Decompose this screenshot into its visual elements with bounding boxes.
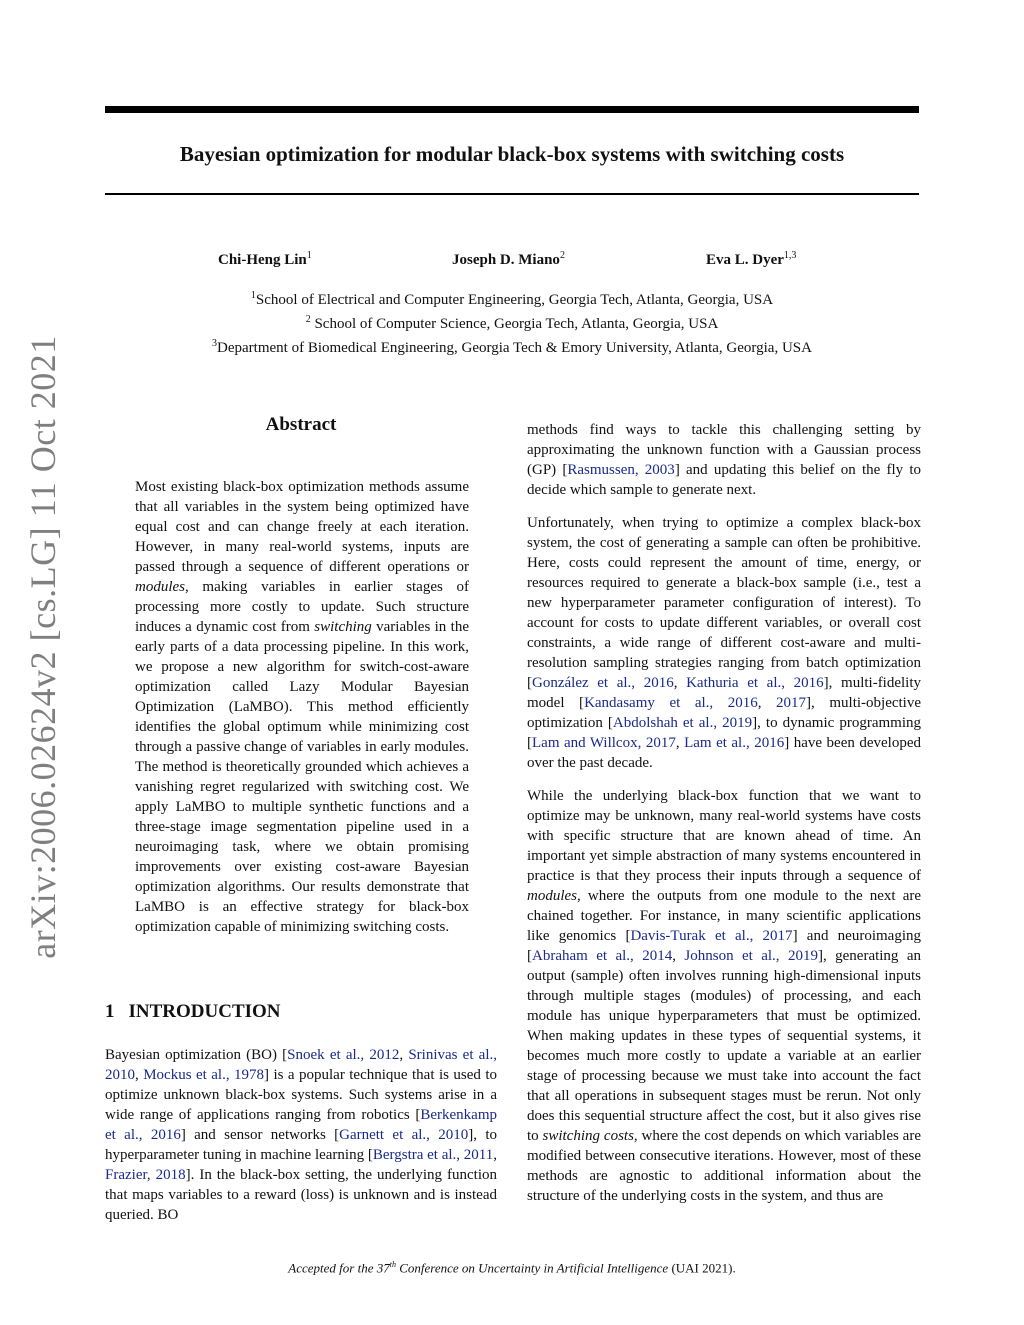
citation-link[interactable]: González et al., 2016 [532, 675, 674, 691]
text-run: ] and sensor networks [ [180, 1127, 340, 1143]
text-run: , [673, 675, 687, 691]
title-underline-rule [105, 193, 919, 195]
affiliation-3 [105, 334, 919, 358]
emphasis: modules [135, 579, 185, 595]
citation-link[interactable]: Snoek et al., 2012 [287, 1047, 400, 1063]
citation-link[interactable]: Johnson et al., 2019 [684, 948, 818, 964]
abstract-paragraph [135, 477, 469, 937]
emphasis: modules [527, 888, 577, 904]
intro-right-column [527, 420, 921, 1206]
author-2 [452, 246, 565, 270]
citation-link[interactable]: Lam et al., 2016 [684, 735, 785, 751]
text-run: , where the outputs from one module to the next are chained together. For instance, in many scientific applications like genomics [ [527, 888, 921, 944]
affiliation-2 [105, 310, 919, 334]
affiliations [105, 286, 919, 358]
text-run: , [672, 948, 685, 964]
footer-text: (UAI 2021). [668, 1260, 736, 1276]
affil-mark: 3 [212, 338, 218, 349]
citation-link[interactable]: Frazier, 2018 [105, 1167, 186, 1183]
text-run: , [493, 1147, 497, 1163]
citation-link[interactable]: Berkenkamp et al., 2016 [105, 1107, 497, 1143]
citation-link[interactable]: Davis-Turak et al., 2017 [630, 928, 793, 944]
author-name: Eva L. Dyer [706, 252, 784, 268]
author-affil-mark: 2 [559, 250, 565, 261]
affil-text: School of Electrical and Computer Engineering, Georgia Tech, Atlanta, Georgia, USA [255, 292, 774, 308]
text-run: Bayesian optimization (BO) [ [105, 1047, 288, 1063]
author-1 [218, 246, 312, 270]
text-run: While the underlying black-box function that we want to optimize may be unknown, many real-world systems have costs with specific structure that are known ahead of time. An important yet simple abstraction of many systems encountered in practice is that they process their inputs through a sequence of [527, 788, 921, 884]
text-run: ] and neuroimaging [ [527, 928, 921, 964]
author-name: Chi-Heng Lin [218, 252, 307, 268]
emphasis: switching costs [542, 1128, 634, 1144]
citation-link[interactable]: Mockus et al., 1978 [143, 1067, 265, 1083]
affil-text: School of Computer Science, Georgia Tech, Atlanta, Georgia, USA [310, 316, 719, 332]
footer-text: Accepted for the 37 [288, 1260, 390, 1276]
text-run: , making variables in earlier stages of processing more costly to update. Such structure induces a dynamic cost from [135, 579, 469, 635]
intro-paragraph-2 [527, 420, 921, 500]
section-title: INTRODUCTION [128, 1001, 281, 1022]
affiliation-1 [105, 286, 919, 310]
intro-paragraph-1 [105, 1045, 497, 1225]
citation-link[interactable]: Abdolshah et al., 2019 [612, 715, 753, 731]
emphasis: switching [314, 619, 372, 635]
text-run: , [757, 695, 777, 711]
section-heading-introduction [105, 1000, 281, 1024]
text-run: ], multi-objective optimization [ [527, 695, 921, 731]
text-run: ], multi-fidelity model [ [527, 675, 922, 711]
citation-link[interactable]: Abraham et al., 2014 [532, 948, 673, 964]
text-run: , [135, 1067, 144, 1083]
citation-link[interactable]: Bergstra et al., 2011 [372, 1147, 494, 1163]
citation-link[interactable]: Kathuria et al., 2016 [686, 675, 824, 691]
text-run: ] have been developed over the past decade. [527, 735, 921, 771]
author-affil-mark: 1,3 [783, 250, 797, 261]
text-run: ], generating an output (sample) often involves running high-dimensional inputs through multiple stages (modules) of processing, and each module has unique hyperparameters that must be optimized. When making updates in these types of sequential systems, it becomes much more costly to update a variable at an earlier stage of processing because we must take into account the fact that all operations in subsequent stages must be rerun. Not only does this sequential structure affect the cost, but it also gives rise to [527, 948, 922, 1144]
citation-link[interactable]: Garnett et al., 2010 [339, 1127, 469, 1143]
intro-paragraph-4 [527, 786, 921, 1206]
author-3 [706, 246, 796, 270]
text-run: ] is a popular technique that is used to optimize unknown black-box systems. Such systems arise in a wide range of applications ranging from robotics [ [105, 1067, 498, 1123]
citation-link[interactable]: Rasmussen, 2003 [567, 462, 675, 478]
affil-text: Department of Biomedical Engineering, Georgia Tech & Emory University, Atlanta, Georgia, USA [217, 340, 812, 356]
author-affil-mark: 1 [306, 250, 312, 261]
abstract-body [135, 477, 469, 937]
text-run: variables in the early parts of a data processing pipeline. In this work, we propose a new algorithm for switch-cost-aware optimization called Lazy Modular Bayesian Optimization (LaMBO). This method efficiently identifies the global optimum while minimizing cost through a passive change of variables in early modules. The method is theoretically grounded which achieves a vanishing regret regularized with switching cost. We apply LaMBO to multiple synthetic functions and a three-stage image segmentation pipeline used in a neuroimaging task, where we obtain promising improvements over existing cost-aware Bayesian optimization algorithms. Our results demonstrate that LaMBO is an effective strategy for black-box optimization capable of minimizing switching costs. [135, 619, 469, 935]
text-run: , where the cost depends on which variables are modified between consecutive iterations. However, most of these methods are agnostic to additional information about the structure of the underlying costs in the system, and thus are [527, 1128, 921, 1204]
abstract-heading: Abstract [265, 414, 337, 435]
affil-mark: 1 [250, 290, 256, 301]
section-number: 1 [105, 1001, 115, 1022]
text-run: ] and updating this belief on the fly to decide which sample to generate next. [527, 462, 921, 498]
footer-text: Conference on Uncertainty in Artificial Intelligence [395, 1260, 669, 1276]
paper-title: Bayesian optimization for modular black-box systems with switching costs [179, 142, 845, 166]
text-run: , [675, 735, 685, 751]
text-run: ], to hyperparameter tuning in machine learning [ [105, 1127, 497, 1163]
text-run: methods find ways to tackle this challenging setting by approximating the unknown function with a Gaussian process (GP) [ [527, 422, 921, 478]
top-thick-rule [105, 106, 919, 113]
citation-link[interactable]: Srinivas et al., 2010 [105, 1047, 497, 1083]
footer-ordinal: th [389, 1260, 396, 1269]
arxiv-side-identifier: arXiv:2006.02624v2 [cs.LG] 11 Oct 2021 [23, 335, 63, 959]
text-run: , [399, 1047, 409, 1063]
citation-link[interactable]: Lam and Willcox, 2017 [532, 735, 676, 751]
citation-link[interactable]: 2017 [776, 695, 807, 711]
text-run: Most existing black-box optimization methods assume that all variables in the system being optimized have equal cost and can change freely at each iteration. However, in many real-world systems, inputs are passed through a sequence of different operations or [135, 479, 469, 575]
text-run: ]. In the black-box setting, the underlying function that maps variables to a reward (loss) is unknown and is instead queried. BO [105, 1167, 498, 1223]
citation-link[interactable]: Kandasamy et al., 2016 [584, 695, 758, 711]
text-run: Unfortunately, when trying to optimize a complex black-box system, the cost of generating a sample can often be prohibitive. Here, costs could represent the amount of time, energy, or resources required to generate a black-box sample (i.e., test a new hyperparameter parameter configuration of interest). To account for costs to update different variables, or overall cost constraints, a wide range of different cost-aware and multi-resolution sampling strategies ranging from batch optimization [ [527, 515, 921, 691]
author-name: Joseph D. Miano [452, 252, 560, 268]
intro-left-column [105, 1045, 497, 1225]
footer-venue-note [105, 1256, 919, 1277]
text-run: ], to dynamic programming [ [527, 715, 921, 751]
intro-paragraph-3 [527, 513, 921, 773]
affil-mark: 2 [305, 314, 311, 325]
